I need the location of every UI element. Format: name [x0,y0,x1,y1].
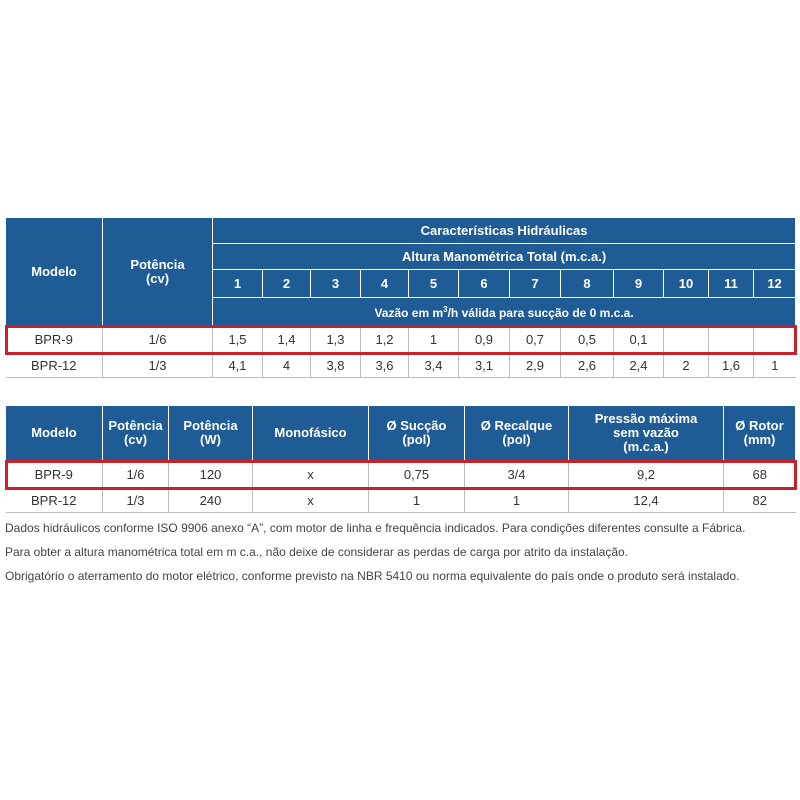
header-altura-value: 10 [664,270,709,298]
cell-succao: 0,75 [369,461,465,489]
footnote: Dados hidráulicos conforme ISO 9906 anexo “A”, com motor de linha e frequência indicados. Para condições diferentes consulte a Fábrica. [5,521,746,535]
cell-potencia-w: 120 [169,461,253,489]
header-pressao: Pressão máxima sem vazão (m.c.a.) [569,406,724,461]
cell-vazao: 3,1 [459,354,510,378]
cell-vazao: 2,6 [561,354,614,378]
cell-vazao: 0,1 [614,326,664,354]
table-row-bpr-12 [6,354,796,378]
header-altura-value: 2 [263,270,311,298]
header-modelo: Modelo [6,406,103,461]
header-altura-value: 1 [213,270,263,298]
header-recalque: Ø Recalque (pol) [465,406,569,461]
header-potencia-cv: Potência (cv) [103,406,169,461]
header-potencia-w: Potência (W) [169,406,253,461]
cell-vazao: 1,5 [213,326,263,354]
hydraulic-table [5,217,796,378]
header-altura-value: 11 [709,270,754,298]
header-modelo: Modelo [6,218,103,326]
header-altura-value: 5 [409,270,459,298]
cell-vazao: 4 [263,354,311,378]
cell-vazao [754,326,796,354]
cell-potencia-cv: 1/6 [103,461,169,489]
cell-potencia: 1/6 [103,326,213,354]
header-monofasico: Monofásico [253,406,369,461]
cell-pressao: 9,2 [569,461,724,489]
header-altura-value: 9 [614,270,664,298]
cell-recalque: 3/4 [465,461,569,489]
cell-vazao: 1,3 [311,326,361,354]
cell-vazao: 1 [409,326,459,354]
cell-vazao: 2,9 [510,354,561,378]
footnotes [5,516,795,588]
cell-succao: 1 [369,489,465,513]
cell-vazao: 0,7 [510,326,561,354]
cell-modelo: BPR-12 [6,354,103,378]
header-altura-value: 4 [361,270,409,298]
cell-recalque: 1 [465,489,569,513]
header-succao: Ø Sucção (pol) [369,406,465,461]
cell-vazao [664,326,709,354]
header-altura-value: 3 [311,270,361,298]
header-altura-value: 7 [510,270,561,298]
table-row-bpr-9 [6,461,796,489]
cell-potencia: 1/3 [103,354,213,378]
cell-vazao: 1,4 [263,326,311,354]
cell-vazao: 3,8 [311,354,361,378]
table-row-bpr-12 [6,489,796,513]
cell-monofasico: x [253,461,369,489]
header-potencia: Potência (cv) [103,218,213,326]
cell-potencia-cv: 1/3 [103,489,169,513]
cell-vazao: 3,6 [361,354,409,378]
cell-vazao: 4,1 [213,354,263,378]
cell-vazao: 2 [664,354,709,378]
header-caracteristicas: Características Hidráulicas [213,218,796,244]
header-altura-value: 6 [459,270,510,298]
cell-modelo: BPR-9 [6,461,103,489]
cell-modelo: BPR-9 [6,326,103,354]
header-altura-value: 8 [561,270,614,298]
cell-vazao: 1 [754,354,796,378]
cell-vazao: 1,6 [709,354,754,378]
header-rotor: Ø Rotor (mm) [724,406,796,461]
footnote: Para obter a altura manométrica total em m c.a., não deixe de considerar as perdas de carga por atrito da instalação. [5,545,629,559]
cell-rotor: 68 [724,461,796,489]
cell-vazao: 0,5 [561,326,614,354]
footnote: Obrigatório o aterramento do motor elétrico, conforme previsto na NBR 5410 ou norma equivalente do país onde o produto será instalado. [5,569,740,583]
cell-vazao [709,326,754,354]
header-vazao: Vazão em $m^3/h$ válida para sucção de 0 m.c.a. [213,298,796,326]
specs-table [5,405,796,513]
cell-monofasico: x [253,489,369,513]
header-altura: Altura Manométrica Total (m.c.a.) [213,244,796,270]
header-altura-value: 12 [754,270,796,298]
cell-modelo: BPR-12 [6,489,103,513]
cell-vazao: 2,4 [614,354,664,378]
cell-vazao: 1,2 [361,326,409,354]
cell-vazao: 0,9 [459,326,510,354]
cell-pressao: 12,4 [569,489,724,513]
cell-rotor: 82 [724,489,796,513]
table-row-bpr-9 [6,326,796,354]
cell-vazao: 3,4 [409,354,459,378]
cell-potencia-w: 240 [169,489,253,513]
